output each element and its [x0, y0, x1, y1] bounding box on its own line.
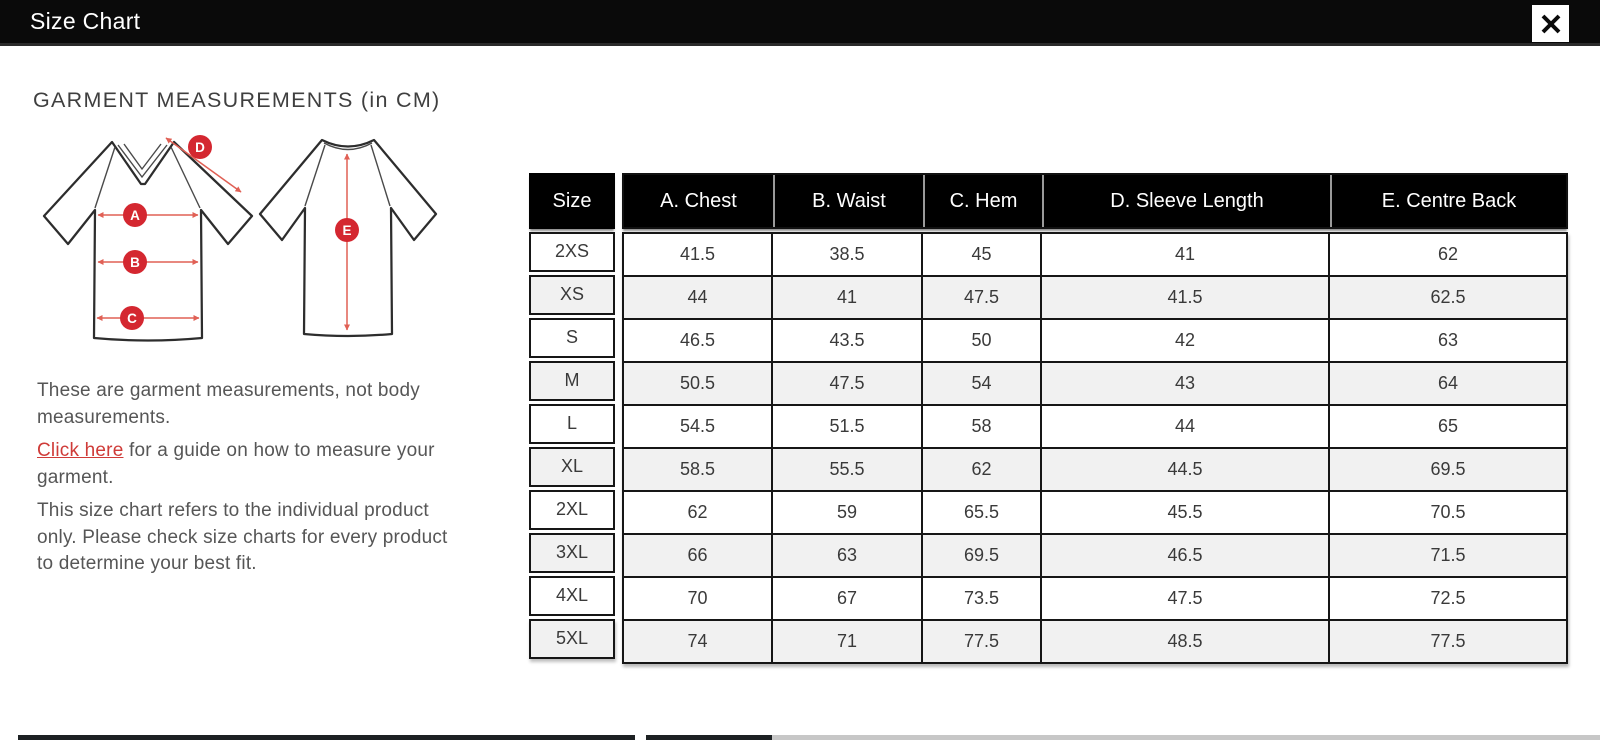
cell-chest: 41.5: [624, 234, 773, 277]
modal-titlebar: [0, 0, 1600, 46]
cell-chest: 50.5: [624, 363, 773, 406]
cell-chest: 54.5: [624, 406, 773, 449]
cell-hem: 58: [923, 406, 1042, 449]
size-label: XL: [529, 447, 615, 487]
cell-back: 71.5: [1330, 535, 1568, 578]
cell-sleeve: 41.5: [1042, 277, 1330, 320]
cell-chest: 74: [624, 621, 773, 664]
cell-back: 77.5: [1330, 621, 1568, 664]
cell-chest: 58.5: [624, 449, 773, 492]
cell-waist: 41: [773, 277, 923, 320]
cell-sleeve: 44.5: [1042, 449, 1330, 492]
front-shirt-outline: [44, 142, 252, 341]
cell-sleeve: 44: [1042, 406, 1330, 449]
cell-waist: 71: [773, 621, 923, 664]
cell-chest: 66: [624, 535, 773, 578]
size-column-header: Size: [529, 173, 615, 229]
cell-chest: 46.5: [624, 320, 773, 363]
cell-sleeve: 43: [1042, 363, 1330, 406]
cell-back: 70.5: [1330, 492, 1568, 535]
size-label: S: [529, 318, 615, 358]
cell-hem: 62: [923, 449, 1042, 492]
size-label: 2XS: [529, 232, 615, 272]
garment-measurements-heading: GARMENT MEASUREMENTS (in CM): [33, 88, 441, 112]
table-body: [622, 232, 1568, 664]
cell-waist: 51.5: [773, 406, 923, 449]
note-measure-guide: [37, 438, 455, 491]
modal-title: Size Chart: [30, 8, 141, 34]
cell-back: 65: [1330, 406, 1568, 449]
marker-c-letter: C: [127, 311, 137, 326]
cell-hem: 69.5: [923, 535, 1042, 578]
notes: [37, 378, 455, 585]
cell-waist: 59: [773, 492, 923, 535]
bottom-strip-left: [18, 735, 635, 740]
garment-diagram: [28, 120, 468, 360]
cell-waist: 43.5: [773, 320, 923, 363]
cell-waist: 38.5: [773, 234, 923, 277]
size-label: XS: [529, 275, 615, 315]
cell-chest: 70: [624, 578, 773, 621]
cell-hem: 47.5: [923, 277, 1042, 320]
cell-chest: 62: [624, 492, 773, 535]
marker-d-letter: D: [195, 140, 205, 155]
marker-e: [335, 218, 359, 242]
bottom-strip-right: [772, 735, 1600, 740]
bottom-strip-middle: [646, 735, 772, 740]
note-individual-product: This size chart refers to the individual product only. Please check size charts for every product to determine your best fit.: [37, 500, 448, 574]
size-label: 2XL: [529, 490, 615, 530]
marker-a: [123, 203, 147, 227]
cell-back: 62: [1330, 234, 1568, 277]
marker-c: [120, 306, 144, 330]
marker-a-letter: A: [130, 208, 140, 223]
marker-d: [188, 135, 212, 159]
cell-back: 63: [1330, 320, 1568, 363]
click-here-link[interactable]: Click here: [37, 440, 124, 461]
column-header-centre-back: E. Centre Back: [1330, 175, 1566, 227]
table-header-row: [622, 173, 1568, 229]
note-measure-guide-text: for a guide on how to measure your garment.: [37, 440, 435, 488]
cell-sleeve: 47.5: [1042, 578, 1330, 621]
measurement-columns: [622, 173, 1568, 664]
column-header-chest: A. Chest: [660, 189, 737, 212]
cell-waist: 67: [773, 578, 923, 621]
cell-hem: 45: [923, 234, 1042, 277]
note-garment-vs-body: These are garment measurements, not body measurements.: [37, 380, 420, 428]
cell-hem: 54: [923, 363, 1042, 406]
cell-hem: 65.5: [923, 492, 1042, 535]
close-button[interactable]: [1532, 5, 1569, 42]
column-header-hem: C. Hem: [923, 175, 1042, 227]
marker-e-letter: E: [342, 223, 352, 238]
size-label: 5XL: [529, 619, 615, 659]
marker-b: [123, 250, 147, 274]
cell-waist: 63: [773, 535, 923, 578]
marker-b-letter: B: [130, 255, 140, 270]
size-column: [529, 173, 615, 664]
size-label: 3XL: [529, 533, 615, 573]
size-label: L: [529, 404, 615, 444]
size-label: M: [529, 361, 615, 401]
cell-hem: 50: [923, 320, 1042, 363]
size-label: 4XL: [529, 576, 615, 616]
cell-sleeve: 45.5: [1042, 492, 1330, 535]
cell-hem: 77.5: [923, 621, 1042, 664]
cell-waist: 55.5: [773, 449, 923, 492]
close-icon: [1539, 12, 1563, 36]
size-chart-table: [529, 173, 1568, 664]
column-header-waist: B. Waist: [773, 175, 923, 227]
cell-back: 72.5: [1330, 578, 1568, 621]
cell-back: 69.5: [1330, 449, 1568, 492]
column-header-sleeve: D. Sleeve Length: [1042, 175, 1330, 227]
cell-sleeve: 46.5: [1042, 535, 1330, 578]
cell-hem: 73.5: [923, 578, 1042, 621]
cell-sleeve: 41: [1042, 234, 1330, 277]
cell-chest: 44: [624, 277, 773, 320]
cell-sleeve: 42: [1042, 320, 1330, 363]
cell-back: 64: [1330, 363, 1568, 406]
cell-back: 62.5: [1330, 277, 1568, 320]
cell-sleeve: 48.5: [1042, 621, 1330, 664]
cell-waist: 47.5: [773, 363, 923, 406]
